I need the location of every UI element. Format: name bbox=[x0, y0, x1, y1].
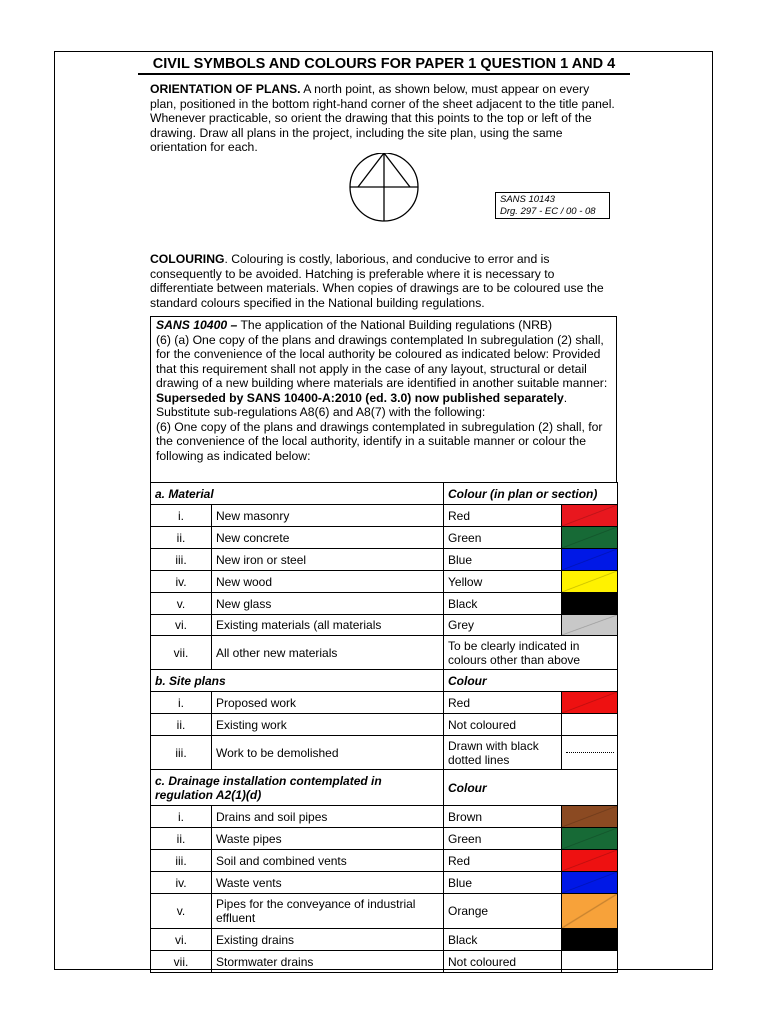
row-number: vii. bbox=[151, 951, 212, 973]
table-row bbox=[151, 951, 618, 973]
row-number: iv. bbox=[151, 872, 212, 894]
table-row bbox=[151, 505, 618, 527]
title-underline bbox=[138, 73, 630, 75]
row-item: Proposed work bbox=[212, 692, 444, 714]
swatch-chip bbox=[562, 872, 617, 893]
table-row bbox=[151, 806, 618, 828]
table-row bbox=[151, 636, 618, 670]
row-number: i. bbox=[151, 692, 212, 714]
row-item: Pipes for the conveyance of industrial effluent bbox=[212, 894, 444, 929]
colour-swatch bbox=[562, 527, 618, 549]
sans-label: SANS 10400 – bbox=[156, 318, 238, 332]
north-point-icon bbox=[346, 153, 422, 223]
row-number: iii. bbox=[151, 736, 212, 770]
page-title: CIVIL SYMBOLS AND COLOURS FOR PAPER 1 QUESTION 1 AND 4 bbox=[152, 56, 616, 72]
colour-swatch bbox=[562, 828, 618, 850]
section-header-row bbox=[151, 670, 618, 692]
row-colour: Not coloured bbox=[444, 714, 562, 736]
colour-swatch bbox=[562, 872, 618, 894]
section-header-row bbox=[151, 483, 618, 505]
row-item: Stormwater drains bbox=[212, 951, 444, 973]
row-item: New glass bbox=[212, 593, 444, 615]
row-colour: Blue bbox=[444, 872, 562, 894]
swatch-chip bbox=[562, 549, 617, 570]
colour-swatch bbox=[562, 549, 618, 571]
colour-swatch bbox=[562, 736, 618, 770]
row-item: New iron or steel bbox=[212, 549, 444, 571]
row-item: Waste vents bbox=[212, 872, 444, 894]
colour-column-heading: Colour (in plan or section) bbox=[444, 483, 618, 505]
colour-swatch bbox=[562, 593, 618, 615]
row-number: iv. bbox=[151, 571, 212, 593]
row-item: New wood bbox=[212, 571, 444, 593]
row-colour: Black bbox=[444, 929, 562, 951]
table-row bbox=[151, 615, 618, 636]
row-item: Existing drains bbox=[212, 929, 444, 951]
row-item: New concrete bbox=[212, 527, 444, 549]
swatch-chip bbox=[562, 828, 617, 849]
row-item: Drains and soil pipes bbox=[212, 806, 444, 828]
section-header-row bbox=[151, 770, 618, 806]
table-row bbox=[151, 571, 618, 593]
row-number: v. bbox=[151, 593, 212, 615]
table-row bbox=[151, 549, 618, 571]
row-colour: To be clearly indicated in colours other than above bbox=[444, 636, 618, 670]
row-colour: Blue bbox=[444, 549, 562, 571]
row-colour: Green bbox=[444, 527, 562, 549]
swatch-chip bbox=[562, 593, 617, 614]
colour-swatch bbox=[562, 505, 618, 527]
colour-swatch bbox=[562, 615, 618, 636]
row-colour: Grey bbox=[444, 615, 562, 636]
row-colour: Orange bbox=[444, 894, 562, 929]
row-number: ii. bbox=[151, 714, 212, 736]
row-number: ii. bbox=[151, 527, 212, 549]
swatch-chip bbox=[562, 527, 617, 548]
sans-paragraph-1: (6) (a) One copy of the plans and drawings contemplated In subregulation (2) shall, for the convenience of the local authority be coloured as indicated below: Provided that this requirement shall not apply in the case of any layout, structural or detail drawing of a new building where materials are identified in another suitable manner: bbox=[156, 332, 608, 390]
table-row bbox=[151, 850, 618, 872]
row-colour: Yellow bbox=[444, 571, 562, 593]
swatch-chip bbox=[562, 571, 617, 592]
sans-superseded: Superseded by SANS 10400-A:2010 (ed. 3.0) now published separately bbox=[156, 390, 564, 405]
row-colour: Drawn with black dotted lines bbox=[444, 736, 562, 770]
row-colour: Brown bbox=[444, 806, 562, 828]
drawing-reference-box bbox=[495, 192, 610, 219]
row-item: All other new materials bbox=[212, 636, 444, 670]
table-row bbox=[151, 894, 618, 929]
reference-drawing-number: Drg. 297 - EC / 00 - 08 bbox=[500, 205, 596, 217]
swatch-chip bbox=[562, 929, 617, 950]
table-row bbox=[151, 714, 618, 736]
row-number: iii. bbox=[151, 850, 212, 872]
row-number: ii. bbox=[151, 828, 212, 850]
colouring-heading: COLOURING bbox=[150, 252, 225, 266]
sans-paragraph-2: Substitute sub-regulations A8(6) and A8(7) with the following: bbox=[156, 405, 486, 419]
row-number: v. bbox=[151, 894, 212, 929]
colour-swatch bbox=[562, 692, 618, 714]
table-row bbox=[151, 527, 618, 549]
table-row bbox=[151, 929, 618, 951]
colour-column-heading: Colour bbox=[444, 670, 618, 692]
reference-standard: SANS 10143 bbox=[500, 194, 555, 205]
table-row bbox=[151, 872, 618, 894]
row-colour: Not coloured bbox=[444, 951, 562, 973]
table-row bbox=[151, 593, 618, 615]
row-item: Existing materials (all materials bbox=[212, 615, 444, 636]
row-colour: Red bbox=[444, 505, 562, 527]
row-item: New masonry bbox=[212, 505, 444, 527]
colour-table bbox=[150, 482, 618, 973]
colour-swatch bbox=[562, 929, 618, 951]
colour-swatch bbox=[562, 714, 618, 736]
colour-swatch bbox=[562, 894, 618, 929]
row-item: Work to be demolished bbox=[212, 736, 444, 770]
section-heading: c. Drainage installation contemplated in regulation A2(1)(d) bbox=[151, 770, 444, 806]
row-number: iii. bbox=[151, 549, 212, 571]
row-colour: Green bbox=[444, 828, 562, 850]
orientation-paragraph bbox=[150, 82, 615, 155]
sans-10400-box: SANS 10400 – The application of the National Building regulations (NRB) (6) (a) One copy of the plans and drawings contemplated In subregulation (2) shall, for the convenience of the local authority be coloured as indicated below: Provided that this requirement shall not apply in the case of any layout, structural or detail drawing of a new building where materials are identified in another suitable manner: Superseded by SANS 10400-A:2010 (ed. 3.0) now published separately. Substitute sub-regulations A8(6) and A8(7) with the following: (6) One copy of the plans and drawings contemplated in subregulation (2) shall, for the convenience of the local authority, identify in a suitable manner or colour the following as indicated below: bbox=[150, 316, 617, 482]
swatch-chip bbox=[562, 806, 617, 827]
row-number: i. bbox=[151, 505, 212, 527]
colouring-paragraph bbox=[150, 252, 615, 310]
colour-column-heading: Colour bbox=[444, 770, 618, 806]
orientation-heading: ORIENTATION OF PLANS. bbox=[150, 82, 301, 96]
colouring-body: . Colouring is costly, laborious, and conducive to error and is consequently to be avoided. Hatching is preferable where it is necessary to differentiate between materials. When copies of drawings are to be coloured use the standard colours specified in the National building regulations. bbox=[150, 252, 604, 310]
swatch-chip bbox=[562, 850, 617, 871]
table-row bbox=[151, 692, 618, 714]
swatch-chip bbox=[562, 505, 617, 526]
swatch-chip bbox=[562, 692, 617, 713]
row-number: vii. bbox=[151, 636, 212, 670]
row-colour: Red bbox=[444, 692, 562, 714]
row-colour: Black bbox=[444, 593, 562, 615]
orientation-body: A north point, as shown below, must appear on every plan, positioned in the bottom right-hand corner of the sheet adjacent to the title panel. Whenever practicable, so orient the drawing that this points to the top or left of the drawing. Draw all plans in the project, including the site plan, using the same orientation for each. bbox=[150, 82, 615, 155]
colour-swatch bbox=[562, 951, 618, 973]
sans-paragraph-3: (6) One copy of the plans and drawings contemplated in subregulation (2) shall, for the convenience of the local authority, identify in a suitable manner or colour the following as indicated below: bbox=[156, 419, 603, 463]
table-row bbox=[151, 736, 618, 770]
table-row bbox=[151, 828, 618, 850]
sans-intro: The application of the National Building regulations (NRB) bbox=[237, 318, 553, 332]
row-item: Soil and combined vents bbox=[212, 850, 444, 872]
colour-swatch bbox=[562, 571, 618, 593]
row-number: i. bbox=[151, 806, 212, 828]
swatch-chip bbox=[562, 615, 617, 635]
colour-swatch bbox=[562, 850, 618, 872]
row-number: vi. bbox=[151, 929, 212, 951]
swatch-chip bbox=[562, 894, 617, 928]
colour-swatch bbox=[562, 806, 618, 828]
row-item: Existing work bbox=[212, 714, 444, 736]
row-item: Waste pipes bbox=[212, 828, 444, 850]
section-heading: a. Material bbox=[151, 483, 444, 505]
row-number: vi. bbox=[151, 615, 212, 636]
dotted-line-icon bbox=[566, 752, 614, 753]
section-heading: b. Site plans bbox=[151, 670, 444, 692]
row-colour: Red bbox=[444, 850, 562, 872]
